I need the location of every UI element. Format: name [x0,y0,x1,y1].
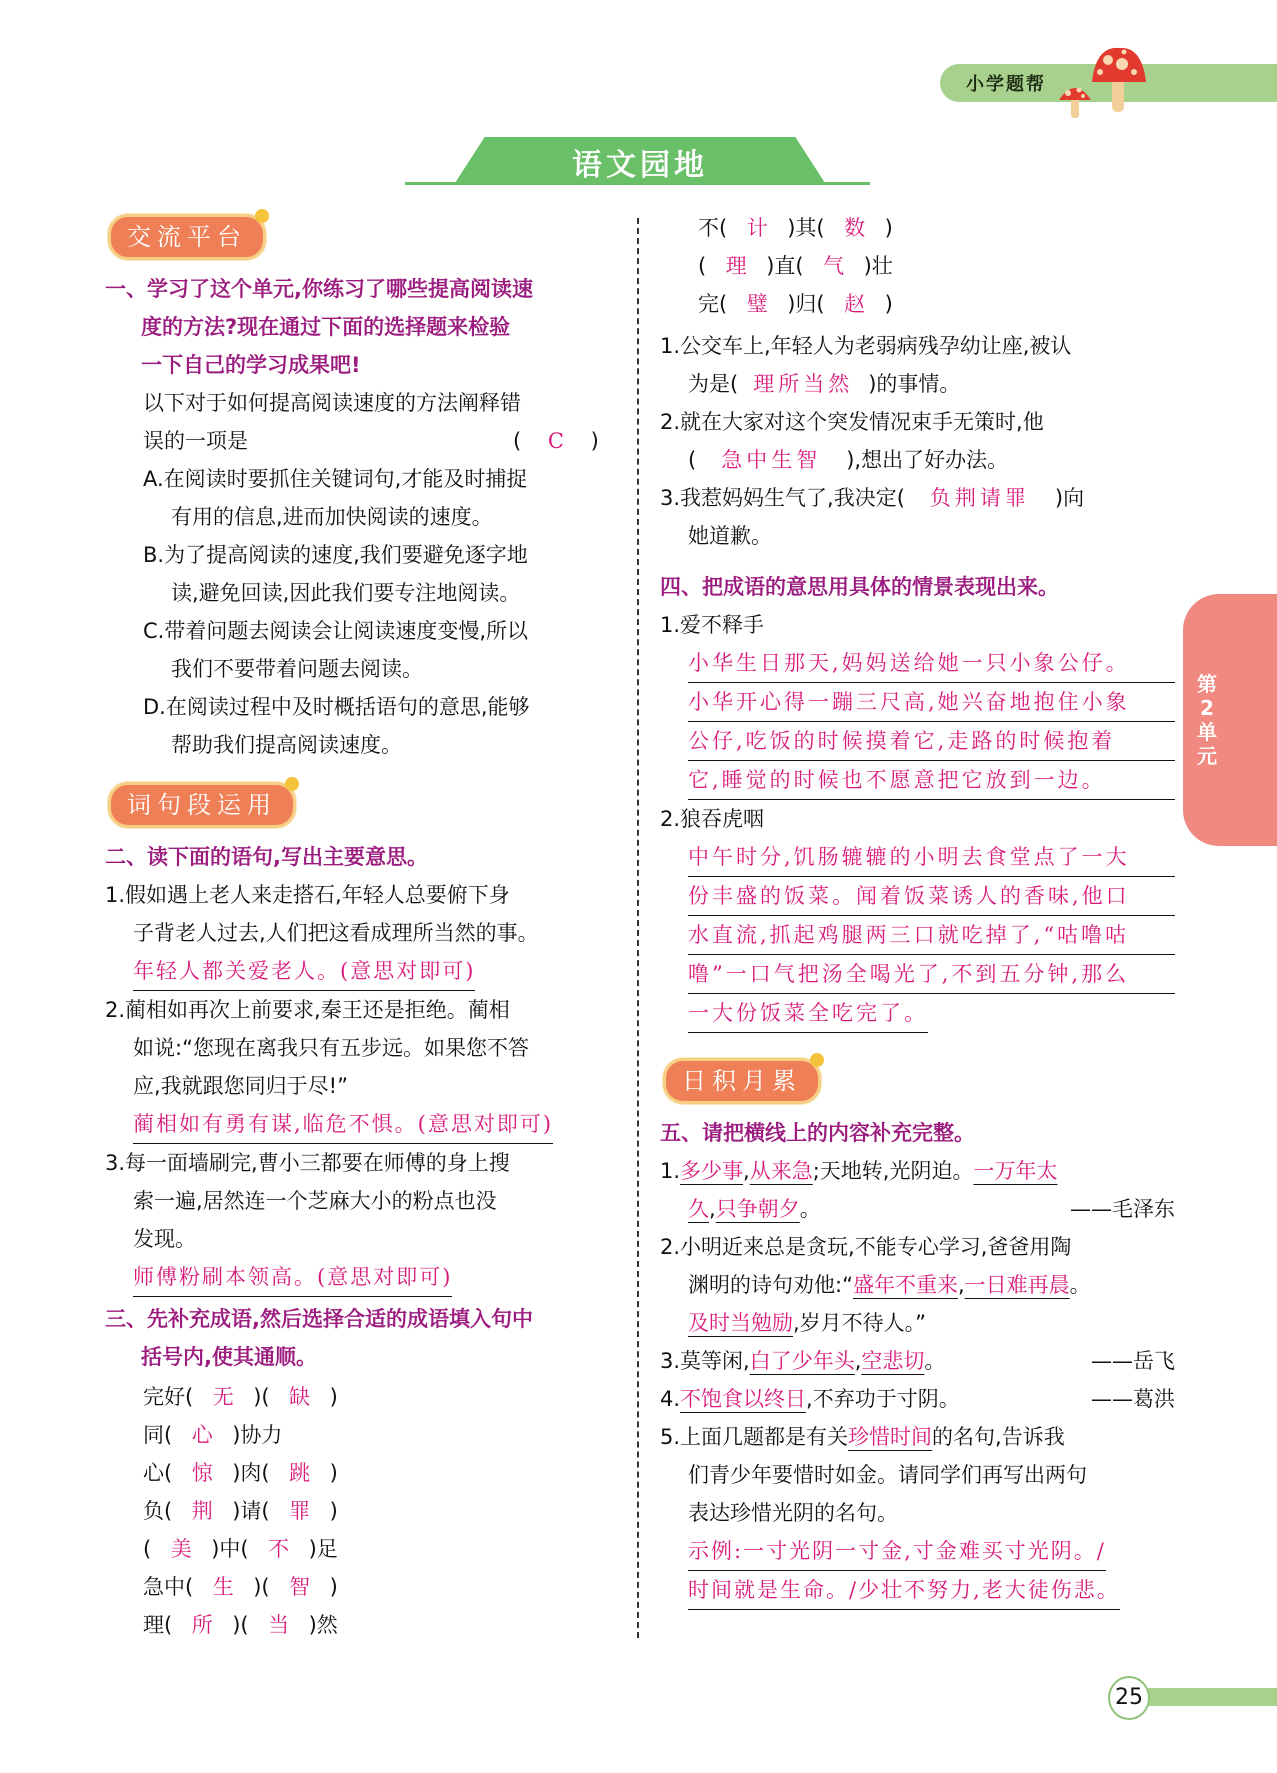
choice-answer: C [547,429,564,453]
answer-line: 师傅粉刷本领高。(意思对即可) [133,1258,452,1297]
option-b: B.为了提高阅读的速度,我们要避免逐字地 读,避免回读,因此我们要专注地阅读。 [143,543,528,605]
q5-item-1: 1.多少事,从来急;天地转,光阴迫。一万年太 久,只争朝夕。 ——毛泽东 [660,1152,1175,1228]
q3-sentence-1: 1.公交车上,年轻人为老弱病残孕幼让座,被认 为是( 理所当然 )的事情。 [660,334,1072,396]
idiom-6: 急中( 生 )( 智 ) [143,1575,338,1599]
question-4-prompt: 四、把成语的意思用具体的情景表现出来。 [660,575,1059,599]
question-2-prompt: 二、读下面的语句,写出主要意思。 [105,845,428,869]
star-icon [285,777,299,791]
badge-label: 日积月累 [682,1067,802,1095]
q4-item-2: 2.狼吞虎咽 中午时分,饥肠辘辘的小明去食堂点了一大 份丰盛的饭菜。闻着饭菜诱人的香味,他口 水直流,抓起鸡腿两三口就吃掉了,“咕噜咕 噜”一口气把汤全喝光了,不到五分钟,那么 一大份饭菜全吃完了。 [660,800,1175,1033]
idiom-10: 完( 璧 )归( 赵 ) [698,292,893,316]
section-badge-accumulate [663,1058,821,1104]
star-icon [810,1053,824,1067]
idiom-7: 理( 所 )( 当 )然 [143,1613,338,1637]
brand-name: 小学题帮 [966,74,1046,95]
option-c: C.带着问题去阅读会让阅读速度变慢,所以 我们不要带着问题去阅读。 [143,619,529,681]
question-1-stem: 以下对于如何提高阅读速度的方法阐释错 误的一项是 ( C ) [143,384,613,460]
q4-item-1: 1.爱不释手 小华生日那天,妈妈送给她一只小象公仔。 小华开心得一蹦三尺高,她兴奋地抱住小象 公仔,吃饭的时候摸着它,走路的时候抱着 它,睡觉的时候也不愿意把它放到一边。 [660,606,1175,800]
section-badge-exchange [108,214,266,260]
question-5-items [660,1152,1175,1610]
answer-block: 示例:一寸光阴一寸金,寸金难买寸光阴。/ 时间就是生命。/少壮不努力,老大徒伤悲。 [660,1532,1175,1610]
question-3-prompt: 三、先补充成语,然后选择合适的成语填入句中 括号内,使其通顺。 [105,1307,533,1369]
author: ——葛洪 [1091,1387,1175,1411]
badge-label: 交流平台 [127,223,247,251]
author: ——岳飞 [1091,1349,1175,1373]
idiom-4: 负( 荆 )请( 罪 ) [143,1499,338,1523]
answer-line: 年轻人都关爱老人。(意思对即可) [133,952,475,991]
idiom-list-right [698,209,893,323]
idiom-2: 同( 心 )协力 [143,1423,283,1447]
idiom-3: 心( 惊 )肉( 跳 ) [143,1461,338,1485]
page-number: 25 [1108,1676,1150,1720]
badge-label: 词句段运用 [127,791,277,819]
idiom-list-left [143,1378,338,1644]
idiom-1: 完好( 无 )( 缺 ) [143,1385,338,1409]
q5-item-2: 2.小明近来总是贪玩,不能专心学习,爸爸用陶 渊明的诗句劝他:“盛年不重来,一日难再晨。 及时当勉励,岁月不待人。” [660,1235,1091,1335]
column-divider [637,218,639,1638]
answer-block: 中午时分,饥肠辘辘的小明去食堂点了一大 份丰盛的饭菜。闻着饭菜诱人的香味,他口 水直流,抓起鸡腿两三口就吃掉了,“咕噜咕 噜”一口气把汤全喝光了,不到五分钟,那么 一大份饭菜全吃完了。 [660,838,1175,1033]
q5-item-3: 3.莫等闲,白了少年头,空悲切。 ——岳飞 [660,1342,1175,1380]
question-1-prompt: 一、学习了这个单元,你练习了哪些提高阅读速 度的方法?现在通过下面的选择题来检验 一下自己的学习成果吧! [105,277,533,377]
question-5-prompt: 五、请把横线上的内容补充完整。 [660,1121,975,1145]
question-2-items [105,876,615,1297]
small-mushroom-icon [1057,80,1093,120]
question-1-options [143,460,530,764]
footer-bar [1132,1688,1277,1706]
q5-item-4: 4.不饱食以终日,不弃功于寸阴。 ——葛洪 [660,1380,1175,1418]
unit-label: 第 2 单 元 [1197,672,1217,768]
section-badge-usage [108,782,296,828]
large-mushroom-icon [1090,46,1148,114]
answer-bracket: ( C ) [513,429,599,453]
q5-item-5: 5.上面几题都是有关珍惜时间的名句,告诉我 们青少年要惜时如金。请同学们再写出两句 表达珍惜光阴的名句。 示例:一寸光阴一寸金,寸金难买寸光阴。/ 时间就是生命。/少壮不努力,老大徒伤悲。 [660,1418,1175,1610]
q2-item-3: 3.每一面墙刷完,曹小三都要在师傅的身上搜 索一遍,居然连一个芝麻大小的粉点也没 发现。 师傅粉刷本领高。(意思对即可) [105,1144,615,1297]
page-title: 语文园地 [572,148,708,183]
answer-block: 小华生日那天,妈妈送给她一只小象公仔。 小华开心得一蹦三尺高,她兴奋地抱住小象 公仔,吃饭的时候摸着它,走路的时候抱着 它,睡觉的时候也不愿意把它放到一边。 [660,644,1175,800]
option-d: D.在阅读过程中及时概括语句的意思,能够 帮助我们提高阅读速度。 [143,695,530,757]
question-4-items [660,606,1175,1033]
idiom-5: ( 美 )中( 不 )足 [143,1537,338,1561]
question-3-sentences [660,327,1170,555]
idiom-9: ( 理 )直( 气 )壮 [698,254,893,278]
q3-sentence-3: 3.我惹妈妈生气了,我决定( 负荆请罪 )向 她道歉。 [660,486,1085,548]
star-icon [255,209,269,223]
q3-sentence-2: 2.就在大家对这个突发情况束手无策时,他 ( 急中生智 ),想出了好办法。 [660,410,1044,472]
author: ——毛泽东 [1070,1197,1175,1221]
idiom-8: 不( 计 )其( 数 ) [698,216,893,240]
q2-item-1: 1.假如遇上老人来走搭石,年轻人总要俯下身 子背老人过去,人们把这看成理所当然的事。 年轻人都关爱老人。(意思对即可) [105,876,615,991]
option-a: A.在阅读时要抓住关键词句,才能及时捕捉 有用的信息,进而加快阅读的速度。 [143,467,528,529]
answer-line: 蔺相如有勇有谋,临危不惧。(意思对即可) [133,1105,553,1144]
q2-item-2: 2.蔺相如再次上前要求,秦王还是拒绝。蔺相 如说:“您现在离我只有五步远。如果您不答 应,我就跟您同归于尽!” 蔺相如有勇有谋,临危不惧。(意思对即可) [105,991,615,1144]
